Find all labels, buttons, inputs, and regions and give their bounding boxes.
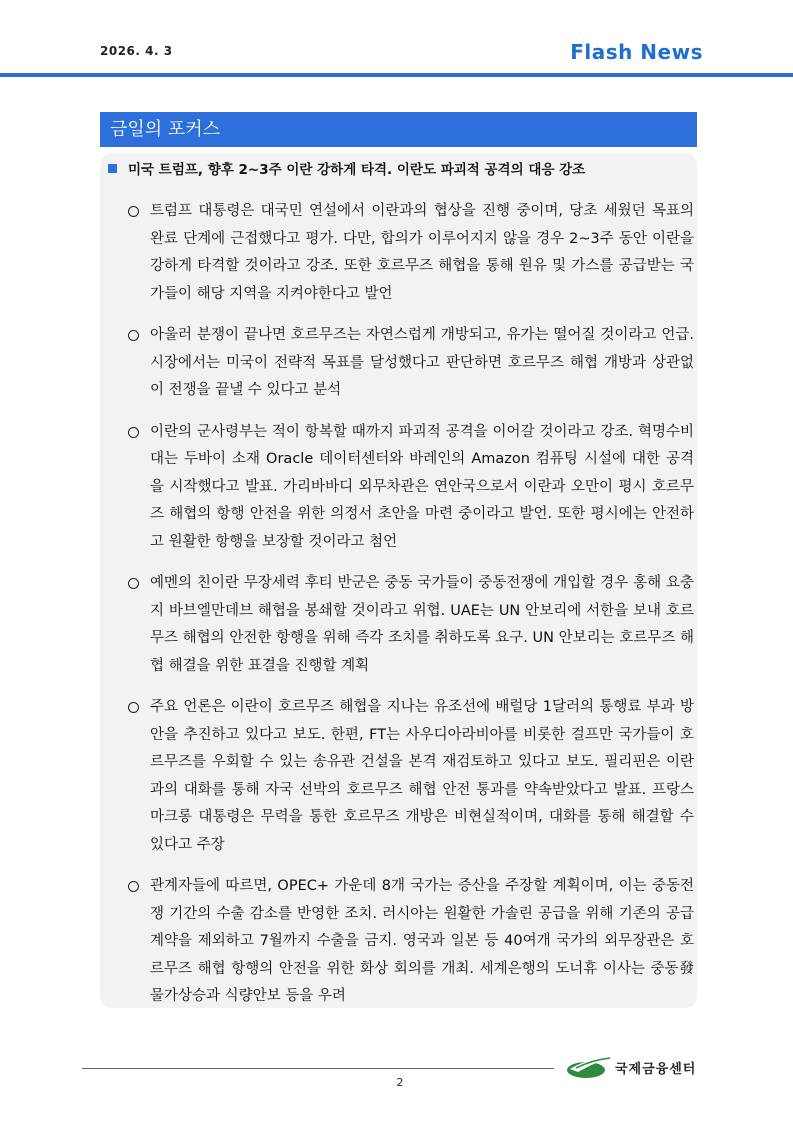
header-divider	[0, 73, 793, 77]
headline-text: 미국 트럼프, 향후 2~3주 이란 강하게 타격. 이란도 파괴적 공격의 대응 강조	[128, 162, 586, 178]
list-item-text: 관계자들에 따르면, OPEC+ 가운데 8개 국가는 증산을 주장할 계획이며, 이는 중동전쟁 기간의 수출 감소를 반영한 조치. 러시아는 원활한 가솔린 공급을 위해 기존의 공급 계약을 제외하고 7월까지 수출을 금지. 영국과 일본 등 40여개 국가의 외무장관은 호르무즈 해협 항행의 안전을 위한 화상 회의를 개최. 세계은행의 도너휴 이사는 중동發 물가상승과 식량안보 등을 우려	[150, 878, 694, 1004]
square-bullet-icon	[108, 164, 117, 173]
list-item	[128, 570, 694, 680]
list-item-text: 이란의 군사령부는 적이 항복할 때까지 파괴적 공격을 이어갈 것이라고 강조. 혁명수비대는 두바이 소재 Oracle 데이터센터와 바레인의 Amazon 컴퓨팅 시설에 대한 공격을 시작했다고 발표. 가리바바디 외무차관은 연안국으로서 이란과 오만이 평시 호르무즈 해협의 항행 안전을 위한 의정서 초안을 마련 중이라고 발언. 또한 평시에는 안전하고 원활한 항행을 보장할 것이라고 첨언	[150, 423, 694, 550]
org-name: 국제금융센터	[615, 1062, 697, 1077]
circle-bullet-icon	[128, 427, 139, 438]
list-item-text: 아울러 분쟁이 끝나면 호르무즈는 자연스럽게 개방되고, 유가는 떨어질 것이라고 언급. 시장에서는 미국이 전략적 목표를 달성했다고 판단하면 호르무즈 해협 개방과 상관없이 전쟁을 끝낼 수 있다고 분석	[150, 327, 694, 398]
circle-bullet-icon	[128, 206, 139, 217]
section-title: 금일의 포커스	[110, 119, 221, 140]
list-item	[128, 322, 694, 405]
headline	[108, 158, 693, 178]
page-number: 2	[396, 1076, 404, 1089]
list-item-text: 트럼프 대통령은 대국민 연설에서 이란과의 협상을 진행 중이며, 당초 세웠던 목표의 완료 단계에 근접했다고 평가. 다만, 합의가 이루어지지 않을 경우 2~3주 동안 이란을 강하게 타격할 것이라고 강조. 또한 호르무즈 해협을 통해 원유 및 가스를 공급받는 국가들이 해당 지역을 지켜야한다고 발언	[150, 203, 694, 302]
list-item	[128, 873, 694, 1011]
section-title-bar	[100, 112, 697, 147]
circle-bullet-icon	[128, 330, 139, 341]
circle-bullet-icon	[128, 881, 139, 892]
report-title: Flash News	[570, 40, 703, 64]
list-item	[128, 419, 694, 557]
list-item-text: 주요 언론은 이란이 호르무즈 해협을 지나는 유조선에 배럴당 1달러의 통행료 부과 방안을 추진하고 있다고 보도. 한편, FT는 사우디아라비아를 비롯한 걸프만 국가들이 호르무즈를 우회할 수 있는 송유관 건설을 본격 재검토하고 있다고 보도. 필리핀은 이란과의 대화를 통해 자국 선박의 호르무즈 해협 안전 통과를 약속받았다고 발표. 프랑스 마크롱 대통령은 무력을 통한 호르무즈 개방은 비현실적이며, 대화를 통해 해결할 수 있다고 주장	[150, 699, 694, 853]
list-item-text: 예멘의 친이란 무장세력 후티 반군은 중동 국가들이 중동전쟁에 개입할 경우 홍해 요충지 바브엘만데브 해협을 봉쇄할 것이라고 위협. UAE는 UN 안보리에 서한을 보내 호르무즈 해협의 안전한 항행을 위해 즉각 조치를 취하도록 요구. UN 안보리는 호르무즈 해협 해결을 위한 표결을 진행할 계획	[150, 575, 694, 674]
item-list	[128, 198, 694, 1025]
list-item	[128, 694, 694, 859]
kcif-logo-icon	[566, 1055, 612, 1079]
circle-bullet-icon	[128, 578, 139, 589]
report-date: 2026. 4. 3	[100, 44, 173, 58]
footer-divider	[82, 1068, 554, 1069]
list-item	[128, 198, 694, 308]
circle-bullet-icon	[128, 702, 139, 713]
